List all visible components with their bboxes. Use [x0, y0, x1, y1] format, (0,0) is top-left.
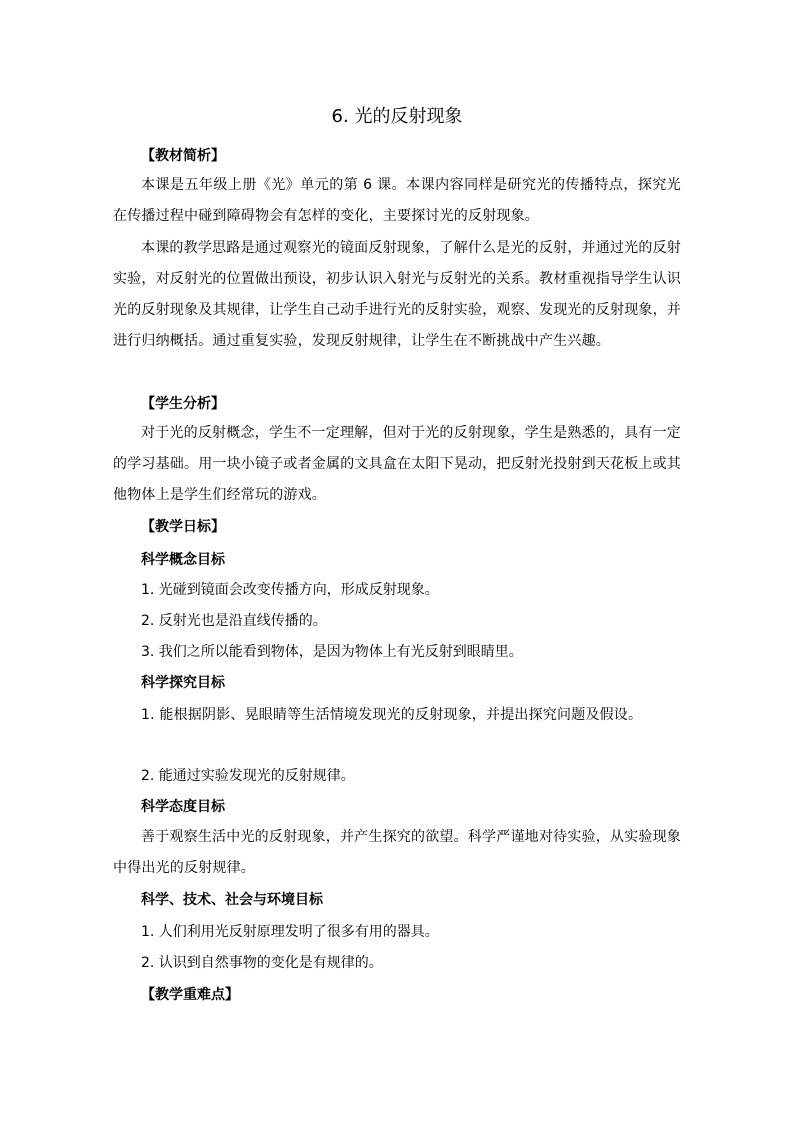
concept-goal-2: 2. 反射光也是沿直线传播的。: [141, 613, 327, 629]
textbook-paragraph-1: 本课是五年级上册《光》单元的第 6 课。本课内容同样是研究光的传播特点，探究光在传播过程中碰到障碍物会有怎样的变化，主要探讨光的反射现象。: [113, 177, 681, 224]
heading-teaching-goals: 【教学日标】: [141, 519, 225, 535]
concept-goal-1: 1. 光碰到镜面会改变传播方向，形成反射现象。: [141, 582, 439, 598]
attitude-goal-paragraph: 善于观察生活中光的反射现象，并产生探究的欲望。科学严谨地对待实验，从实验现象中得出光的反射规律。: [113, 829, 681, 876]
inquiry-goals-title: 科学探究目标: [141, 675, 225, 691]
heading-textbook-analysis: 【教材简析】: [141, 148, 225, 164]
stse-goal-2: 2. 认识到自然事物的变化是有规律的。: [141, 955, 383, 971]
textbook-paragraph-2: 本课的教学思路是通过观察光的镜面反射现象，了解什么是光的反射，并通过光的反射实验，对反射光的位置做出预设，初步认识入射光与反射光的关系。教材重视指导学生认识光的反射现象及其规律，让学生自己动手进行光的反射实验，观察、发现光的反射现象，并进行归纳概括。通过重复实验，发现反射规律，让学生在不断挑战中产生兴趣。: [113, 240, 681, 349]
stse-goals-title: 科学、技术、社会与环境目标: [141, 892, 323, 908]
inquiry-goal-1: 1. 能根据阴影、晃眼睛等生活情境发现光的反射现象，并提出探究问题及假设。: [141, 707, 643, 723]
document-title: 6. 光的反射现象: [331, 106, 463, 127]
concept-goal-3: 3. 我们之所以能看到物体，是因为物体上有光反射到眼睛里。: [141, 644, 523, 660]
attitude-goals-title: 科学态度目标: [141, 799, 225, 815]
inquiry-goal-2: 2. 能通过实验发现光的反射规律。: [141, 768, 355, 784]
heading-student-analysis: 【学生分析】: [141, 396, 225, 412]
heading-key-points: 【教学重难点】: [141, 987, 239, 1003]
student-paragraph: 对于光的反射概念，学生不一定理解，但对于光的反射现象，学生是熟悉的，具有一定的学习基础。用一块小镜子或者金属的文具盒在太阳下晃动，把反射光投射到天花板上或其他物体上是学生们经常玩的游戏。: [113, 425, 681, 503]
stse-goal-1: 1. 人们利用光反射原理发明了很多有用的器具。: [141, 924, 439, 940]
concept-goals-title: 科学概念目标: [141, 552, 225, 568]
